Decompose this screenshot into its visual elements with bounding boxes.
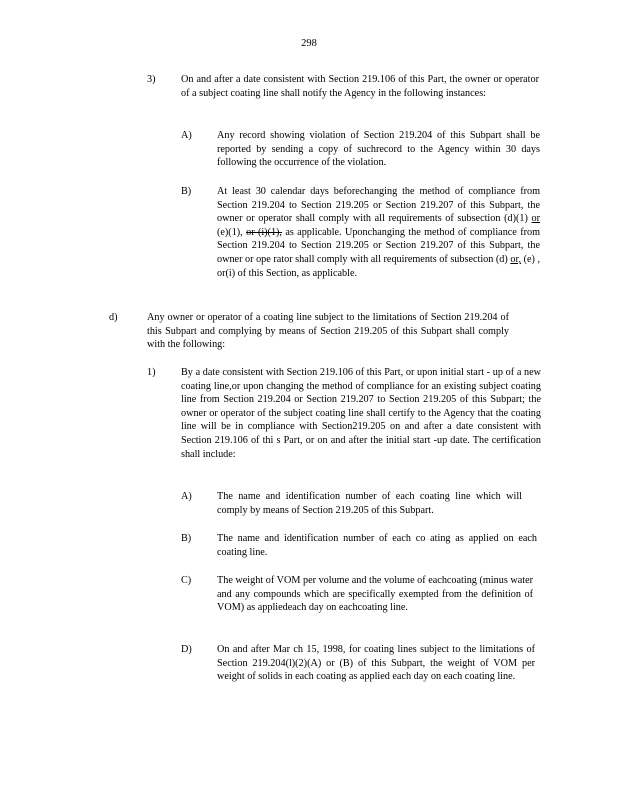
item-3b-text bbox=[217, 185, 540, 280]
item-d1-text: By a date consistent with Section 219.106 of this Part, or upon initial start - up of a new coating line,or upon changing the method of compliance for an existing subject coating line from Section 219.204 or Section 219.207 to Section 219.205 of this Subpart; the owner or operator of the subject coating line shall certify to the Agency that the coating line will be in compliance with Section219.205 on and after a date consistent with Section 219.106 of thi s Part, or on and after the initial start -up date. The certification shall include: bbox=[181, 367, 541, 460]
item-d1d-label: D) bbox=[181, 644, 192, 655]
item-3-label: 3) bbox=[147, 74, 156, 85]
item-3b-part-5: as applicable. Uponchanging the method of compliance from Section 219.204 to Section 219.205 or Section 219.207 of this Subpart, the owner or ope rator shall comply with all requirements of subsection (d) bbox=[217, 226, 540, 265]
item-d1c-text: The weight of VOM per volume and the volume of eachcoating (minus water and any compounds which are specifically exempted from the definition of VOM) as appliedeach day on eachcoating line. bbox=[217, 575, 533, 614]
item-3b-part-3: (e)(1), bbox=[217, 226, 247, 238]
item-3b-label: B) bbox=[181, 186, 192, 197]
item-d1c-label: C) bbox=[181, 575, 192, 586]
item-3b-part-1: At least 30 calendar days beforechanging the method of compliance from Section 219.204 to Section 219.205 or Section 219.207 of this Subpart, the owner or operator shall comply with all requirements of subsection (d)(1) bbox=[217, 186, 540, 225]
item-3a-text: Any record showing violation of Section 219.204 of this Subpart shall be reported by sending a copy of suchrecord to the Agency within 30 days following the occurrence of the violation. bbox=[217, 130, 540, 169]
item-3b-inserted-or: or bbox=[531, 213, 540, 225]
item-d1a-label: A) bbox=[181, 491, 192, 502]
item-3b-inserted-or-2: or, bbox=[510, 253, 521, 265]
item-3b-part-7: (e) , or(i) of this Section, as applicable. bbox=[217, 253, 540, 279]
item-3a-label: A) bbox=[181, 130, 192, 141]
item-d1a-text: The name and identification number of each coating line which will comply by means of Section 219.205 of this Subpart. bbox=[217, 491, 522, 516]
item-3-text: On and after a date consistent with Section 219.106 of this Part, the owner or operator of a subject coating line shall notify the Agency in the following instances: bbox=[181, 74, 539, 99]
item-d1-label: 1) bbox=[147, 367, 156, 378]
item-d1b-label: B) bbox=[181, 533, 192, 544]
item-3b-deleted-text: or (i)(1), bbox=[246, 226, 282, 238]
item-d-text: Any owner or operator of a coating line subject to the limitations of Section 219.204 of this Subpart and complying by means of Section 219.205 of this Subpart shall comply with the following: bbox=[147, 312, 509, 351]
item-d1d-text: On and after Mar ch 15, 1998, for coating lines subject to the limitations of Section 219.204(l)(2)(A) or (B) of this Subpart, the weight of VOM per weight of solids in each coating as applied each day on each coating line. bbox=[217, 644, 535, 683]
item-d1b-text: The name and identification number of each co ating as applied on each coating line. bbox=[217, 533, 537, 558]
page-number: 298 bbox=[301, 38, 317, 49]
item-d-label: d) bbox=[109, 312, 118, 323]
